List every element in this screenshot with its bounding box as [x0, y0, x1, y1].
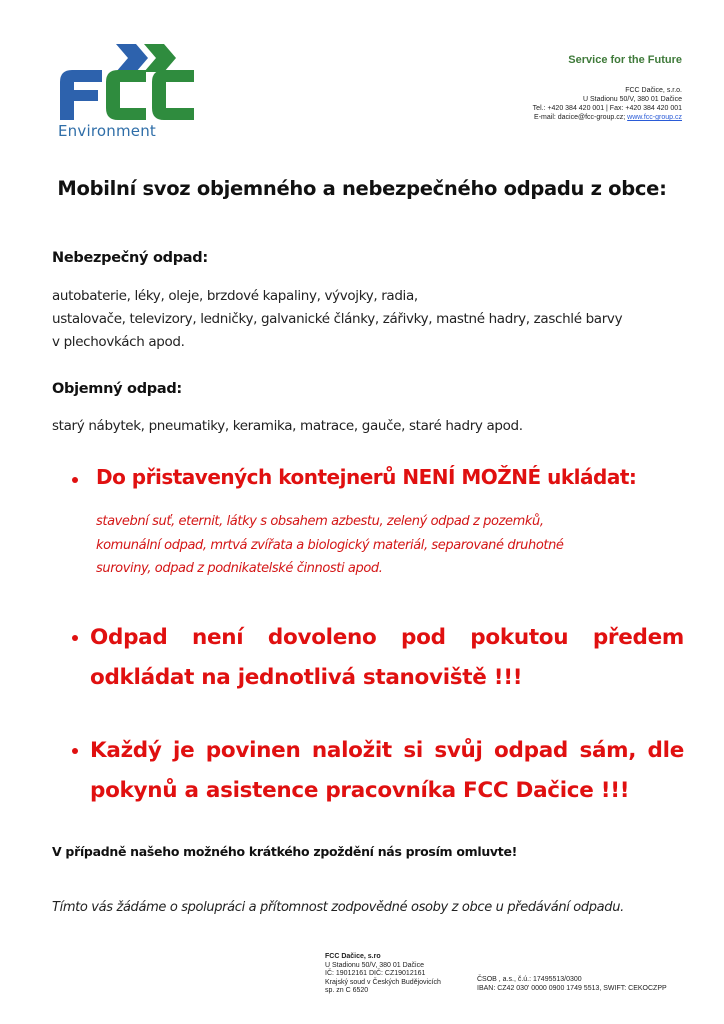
footer-bank: ČSOB , a.s., č.ú.: 17495513/0300 [477, 976, 582, 983]
apology-note: V případně našeho možného krátkého zpoždění nás prosím omluvte! [52, 844, 518, 859]
closing-text: Tímto vás žádáme o spolupráci a přítomnost zodpovědné osoby z obce u předávání odpadu. [52, 900, 624, 915]
footer-bank-block [477, 975, 667, 993]
prohibited-line: suroviny, odpad z podnikatelské činnosti apod. [96, 561, 383, 576]
footer-court: Krajský soud v Českých Budějovicích [325, 978, 441, 986]
contact-email-row [533, 113, 682, 122]
footer-address: U Stadionu 50/V, 380 01 Dačice [325, 961, 424, 969]
bulky-heading: Objemný odpad: [52, 381, 182, 397]
rule-1-text: Odpad není dovoleno pod pokutou předem odkládat na jednotlivá stanoviště !!! [90, 625, 684, 690]
contact-block [533, 86, 682, 122]
footer-company: FCC Dačice, s.ro [325, 953, 381, 960]
hazardous-line: ustalovače, televizory, ledničky, galvanické články, zářivky, mastné hadry, zaschlé barvy [52, 311, 623, 327]
bullet-icon [72, 635, 78, 641]
contact-phone-fax: Tel.: +420 384 420 001 | Fax: +420 384 420 001 [532, 105, 682, 112]
prohibited-list [96, 510, 696, 581]
website-link[interactable]: www.fcc-group.cz [627, 114, 682, 121]
prohibited-line: stavební suť, eternit, látky s obsahem azbestu, zelený odpad z pozemků, [96, 514, 544, 529]
rule-2-bullet [72, 731, 684, 811]
bullet-icon [72, 748, 78, 754]
footer-file: sp. zn C 6520 [325, 987, 369, 994]
hazardous-heading: Nebezpečný odpad: [52, 250, 208, 266]
prohibited-line: komunální odpad, mrtvá zvířata a biologický materiál, separované druhotné [96, 537, 564, 553]
footer-iban: IBAN: CZ42 030' 0000 0900 1749 5513, SWIFT: CEKOCZPP [477, 985, 667, 992]
page-title: Mobilní svoz objemného a nebezpečného odpadu z obce: [57, 177, 667, 200]
prohibited-bullet [72, 465, 684, 489]
contact-email: E-mail: dacice@fcc-group.cz; [534, 114, 626, 121]
hazardous-line: autobaterie, léky, oleje, brzdové kapaliny, vývojky, radia, [52, 288, 418, 304]
contact-address: U Stadionu 50/V, 380 01 Dačice [583, 96, 682, 103]
tagline: Service for the Future [568, 54, 682, 66]
rule-2-text: Každý je povinen naložit si svůj odpad sám, dle pokynů a asistence pracovníka FCC Dačice !!! [90, 738, 684, 803]
footer-company-block [325, 953, 441, 996]
bulky-text: starý nábytek, pneumatiky, keramika, matrace, gauče, staré hadry apod. [52, 418, 523, 434]
footer-ids: IČ: 19012161 DIČ: CZ19012161 [325, 970, 426, 977]
contact-company: FCC Dačice, s.r.o. [625, 87, 682, 94]
hazardous-line: v plechovkách apod. [52, 334, 185, 350]
hazardous-list [52, 285, 692, 354]
rule-1-bullet [72, 618, 684, 698]
prohibited-heading: Do přistavených kontejnerů NENÍ MOŽNÉ ukládat: [96, 465, 637, 489]
logo-subtitle: Environment [58, 122, 156, 140]
bullet-icon [72, 477, 78, 483]
